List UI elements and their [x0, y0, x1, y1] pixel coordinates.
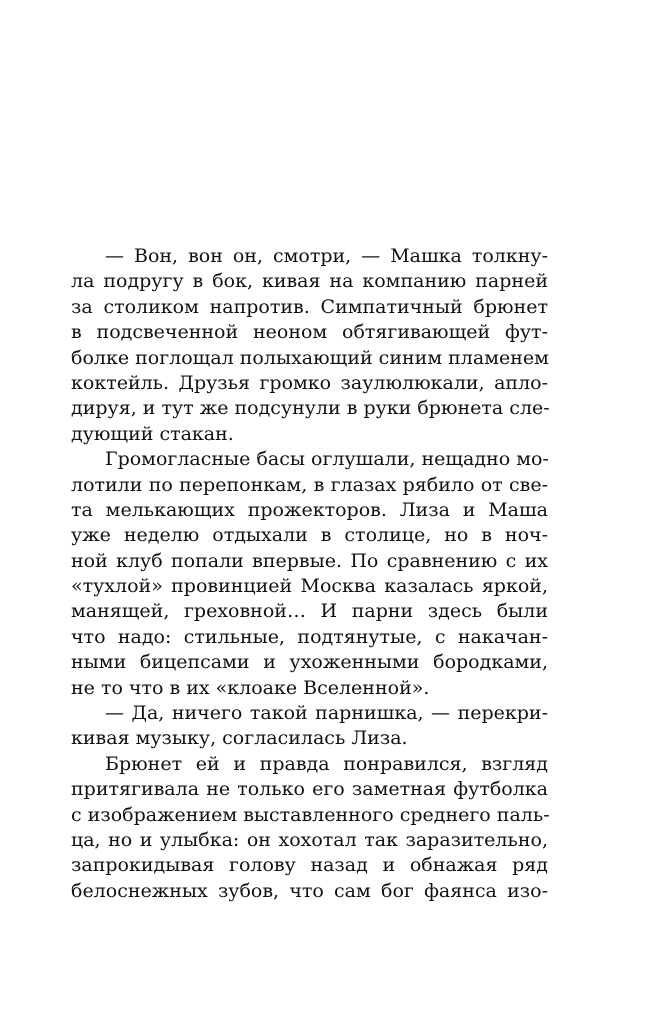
text-line: Брюнет ей и правда понравился, взгляд [105, 752, 548, 775]
text-line: дующий стакан. [71, 422, 234, 445]
text-line: в подсвеченной неоном обтягивающей фут- [71, 321, 548, 344]
text-line: ла подругу в бок, кивая на компанию парней [71, 270, 548, 293]
paragraph-4 [71, 752, 548, 904]
text-line: уже неделю отдыхали в столице, но в ноч- [71, 524, 548, 547]
text-line: кивая музыку, согласилась Лиза. [71, 727, 408, 750]
text-line: — Да, ничего такой парнишка, — перекри- [105, 702, 548, 725]
paragraph-3 [71, 701, 548, 752]
text-line: — Вон, вон он, смотри, — Машка толкну- [105, 245, 548, 267]
text-line: лотили по перепонкам, в глазах рябило от све- [71, 473, 548, 496]
text-line: притягивала не только его заметная футболка [71, 778, 548, 801]
text-line: манящей, греховной… И парни здесь были [71, 600, 548, 623]
text-line: ной клуб попали впервые. По сравнению с их [71, 549, 548, 572]
body-text [71, 244, 548, 904]
text-line: дируя, и тут же подсунули в руки брюнета сле- [71, 397, 550, 420]
text-line: белоснежных зубов, что сам бог фаянса изо- [71, 879, 548, 902]
paragraph-1 [71, 244, 548, 447]
paragraph-2 [71, 447, 548, 701]
text-line: Громогласные басы оглушали, нещадно мо- [105, 448, 549, 471]
text-line: болке поглощал полыхающий синим пламенем [71, 346, 549, 369]
text-line: «тухлой» провинцией Москва казалась яркой, [71, 575, 548, 598]
text-line: с изображением выставленного среднего паль- [71, 803, 550, 826]
text-line: за столиком напротив. Симпатичный брюнет [71, 295, 548, 318]
text-line: ца, но и улыбка: он хохотал так заразительно, [71, 828, 548, 851]
text-line: ными бицепсами и ухоженными бородками, [71, 651, 548, 674]
text-line: что надо: стильные, подтянутые, с накачан- [71, 625, 548, 648]
text-line: запрокидывая голову назад и обнажая ряд [71, 854, 548, 877]
text-line: коктейль. Друзья громко заулюлюкали, апло- [71, 371, 548, 394]
text-line: не то что в их «клоаке Вселенной». [71, 676, 430, 699]
text-line: та мелькающих прожекторов. Лиза и Маша [71, 498, 548, 521]
